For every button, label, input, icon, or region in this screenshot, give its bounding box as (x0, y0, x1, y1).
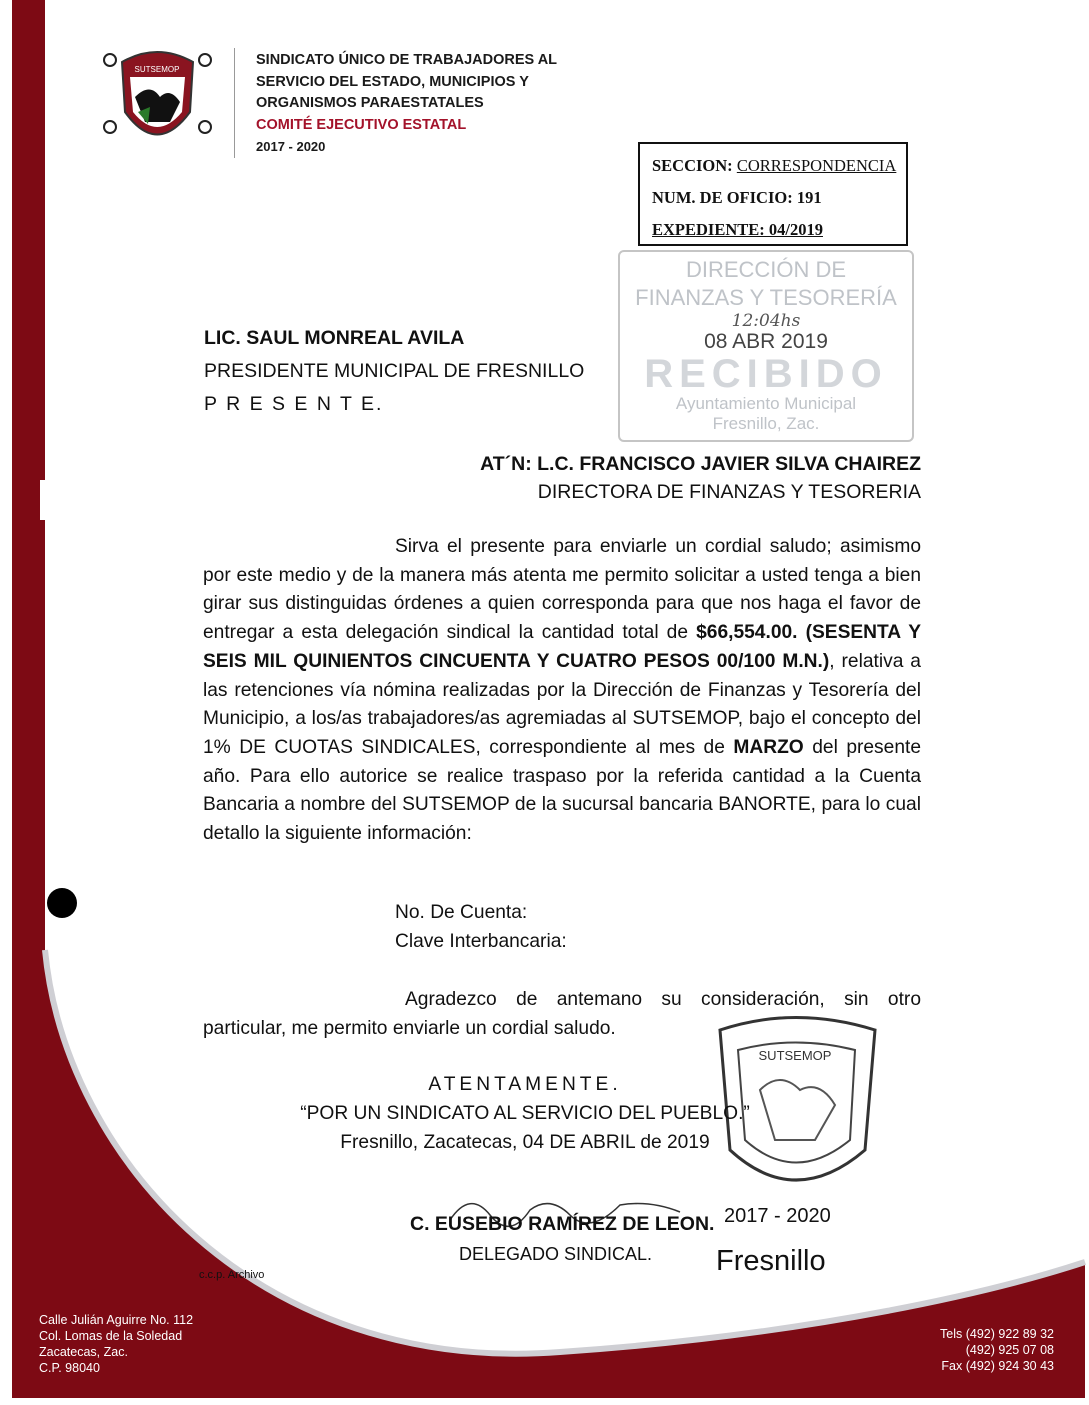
signature-block (300, 1070, 750, 1157)
header-divider (234, 48, 235, 158)
month: MARZO (733, 736, 804, 758)
letterhead-title (256, 50, 557, 158)
body-text: , relativa a las retenciones vía nómina realizadas por la Dirección de Finanzas y Tesorería del Municipio, a los/as trabajadores/as agremiadas al SUTSEMOP, bajo el concepto del 1% DE CUOTAS SINDICALES, correspondiente al mes de (203, 650, 921, 758)
oficio-number: NUM. DE OFICIO: 191 (652, 188, 822, 207)
footer-phones (940, 1326, 1054, 1374)
attention-title: DIRECTORA DE FINANZAS Y TESORERIA (537, 481, 921, 503)
header-line: SERVICIO DEL ESTADO, MUNICIPIOS Y (256, 73, 529, 90)
recipient-title: PRESIDENTE MUNICIPAL DE FRESNILLO (204, 360, 585, 382)
place-date: Fresnillo, Zacatecas, 04 DE ABRIL de 2019 (340, 1132, 710, 1153)
letter-body (203, 533, 921, 849)
phone-line: (492) 925 07 08 (965, 1343, 1054, 1357)
seal-city: Fresnillo (716, 1245, 826, 1277)
svg-text:SUTSEMOP: SUTSEMOP (134, 65, 180, 74)
clabe-label: Clave Interbancaria: (395, 931, 567, 952)
account-number-label: No. De Cuenta: (395, 902, 528, 923)
closing-text: Agradezco de antemano su consideración, sin otro particular, me permito enviarle un cordial saludo. (203, 989, 921, 1039)
stamp-received: RECIBIDO (644, 352, 888, 396)
stamp-line: Ayuntamiento Municipal (675, 394, 857, 413)
address-line: Zacatecas, Zac. (39, 1345, 128, 1359)
address-line: C.P. 98040 (39, 1361, 100, 1375)
header-line: ORGANISMOS PARAESTATALES (256, 95, 484, 111)
signer-role: DELEGADO SINDICAL. (459, 1244, 653, 1264)
recipient-name: LIC. SAUL MONREAL AVILA (204, 327, 465, 349)
attention (480, 450, 921, 506)
seal-org: SUTSEMOP (758, 1048, 832, 1063)
body-text: del presente año. Para ello autorice se realice traspaso por la referida cantidad a la Cuenta Bancaria a nombre del SUTSEMOP de la sucursal bancaria BANORTE, para lo cual detallo la siguiente información: (203, 736, 921, 845)
amount: $66,554.00. (SESENTA Y SEIS MIL QUINIENTOS CINCUENTA Y CUATRO PESOS 00/100 M.N.) (203, 622, 921, 672)
atentamente: ATENTAMENTE. (428, 1074, 622, 1095)
reference-box (638, 142, 908, 246)
stamp-time: 12:04hs (731, 311, 801, 331)
signer-name: C. EUSEBIO RAMÍREZ DE LEON. (410, 1213, 715, 1235)
committee-period: 2017 - 2020 (256, 139, 326, 154)
phone-line: Tels (492) 922 89 32 (940, 1327, 1054, 1341)
stamp-line: DIRECCIÓN DE (685, 257, 847, 282)
presente: P R E S E N T E. (204, 393, 384, 415)
address-line: Col. Lomas de la Soledad (39, 1329, 183, 1343)
address-line: Calle Julián Aguirre No. 112 (39, 1313, 194, 1327)
header-line: SINDICATO ÚNICO DE TRABAJADORES AL (256, 52, 558, 68)
recipient (204, 322, 584, 421)
attention-name: AT´N: L.C. FRANCISCO JAVIER SILVA CHAIREZ (480, 453, 921, 475)
ccp-archivo: c.c.p. Archivo (199, 1269, 265, 1281)
phone-line: Fax (492) 924 30 43 (941, 1359, 1054, 1373)
motto: “POR UN SINDICATO AL SERVICIO DEL PUEBLO.” (300, 1103, 750, 1124)
body-text: Sirva el presente para enviarle un cordial saludo; asimismo por este medio y de la manera más atenta me permito solicitar a usted tenga a bien girar sus distinguidas órdenes a quien corresponda para que nos haga el favor de entregar a esta delegación sindical la cantidad total de (203, 536, 921, 644)
received-stamp (618, 250, 914, 442)
seccion-label: SECCION: (652, 156, 733, 175)
stamp-line: Fresnillo, Zac. (712, 414, 820, 433)
stamp-line: FINANZAS Y TESORERÍA (635, 285, 897, 310)
account-info (395, 898, 567, 956)
sutsemop-logo (100, 42, 215, 160)
seal-period: 2017 - 2020 (724, 1205, 831, 1227)
expediente: EXPEDIENTE: 04/2019 (652, 220, 823, 239)
stamp-date: 08 ABR 2019 (704, 330, 828, 353)
seccion-value: CORRESPONDENCIA (736, 156, 897, 175)
committee-name: COMITÉ EJECUTIVO ESTATAL (256, 116, 467, 133)
footer-address (39, 1312, 193, 1376)
